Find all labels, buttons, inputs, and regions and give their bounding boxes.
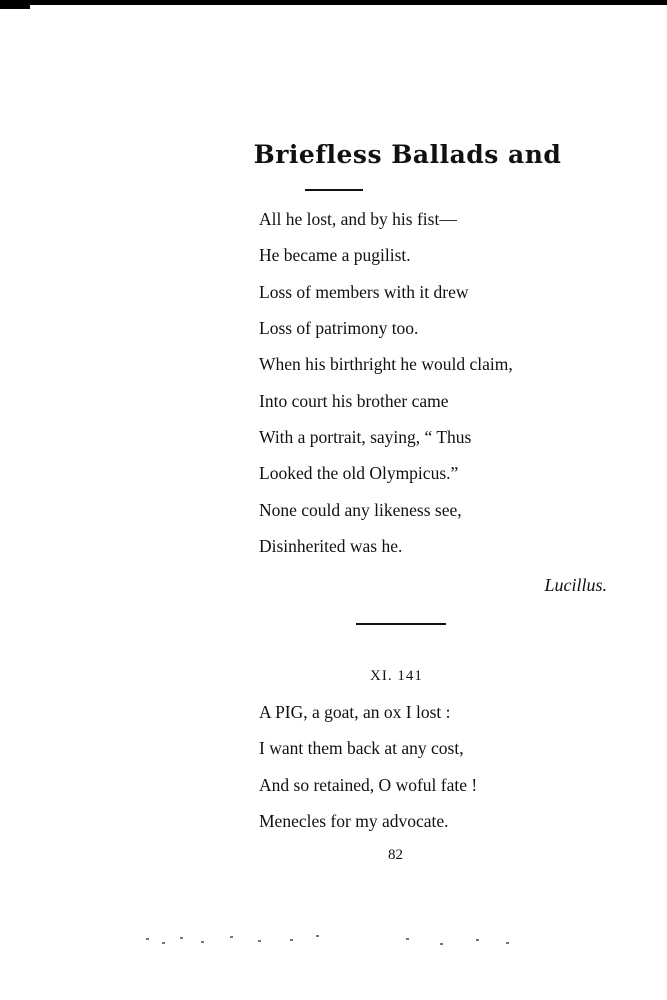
poem-line: And so retained, O woful fate ! [259,775,478,795]
poem-line: Menecles for my advocate. [259,811,449,831]
poem-line: I want them back at any cost, [259,738,464,758]
heading-rule [305,189,363,191]
scan-top-notch [0,0,30,9]
section-divider [356,623,446,625]
running-heading: Briefless Ballads and [253,140,562,169]
initial-word: A [259,702,271,722]
poem-line: None could any likeness see, [259,500,462,520]
first-line-rest: , a goat, an ox I lost : [303,702,451,722]
poem-line: He became a pugilist. [259,245,411,265]
poem-line: Disinherited was he. [259,536,403,556]
scan-top-edge [0,0,667,5]
poem-line: Loss of members with it drew [259,282,469,302]
scan-specks [140,934,530,948]
poem-line: Loss of patrimony too. [259,318,419,338]
poem-line-first [259,702,451,722]
poem-line: All he lost, and by his fist— [259,209,457,229]
section-reference: XI. 141 [370,668,423,684]
poem-line: With a portrait, saying, “ Thus [259,427,472,447]
small-caps-word: PIG [275,702,304,722]
page-number: 82 [388,847,403,863]
attribution: Lucillus. [544,575,607,595]
poem-line: Into court his brother came [259,391,449,411]
poem-line: Looked the old Olympicus.” [259,463,459,483]
poem-line: When his birthright he would claim, [259,354,513,374]
